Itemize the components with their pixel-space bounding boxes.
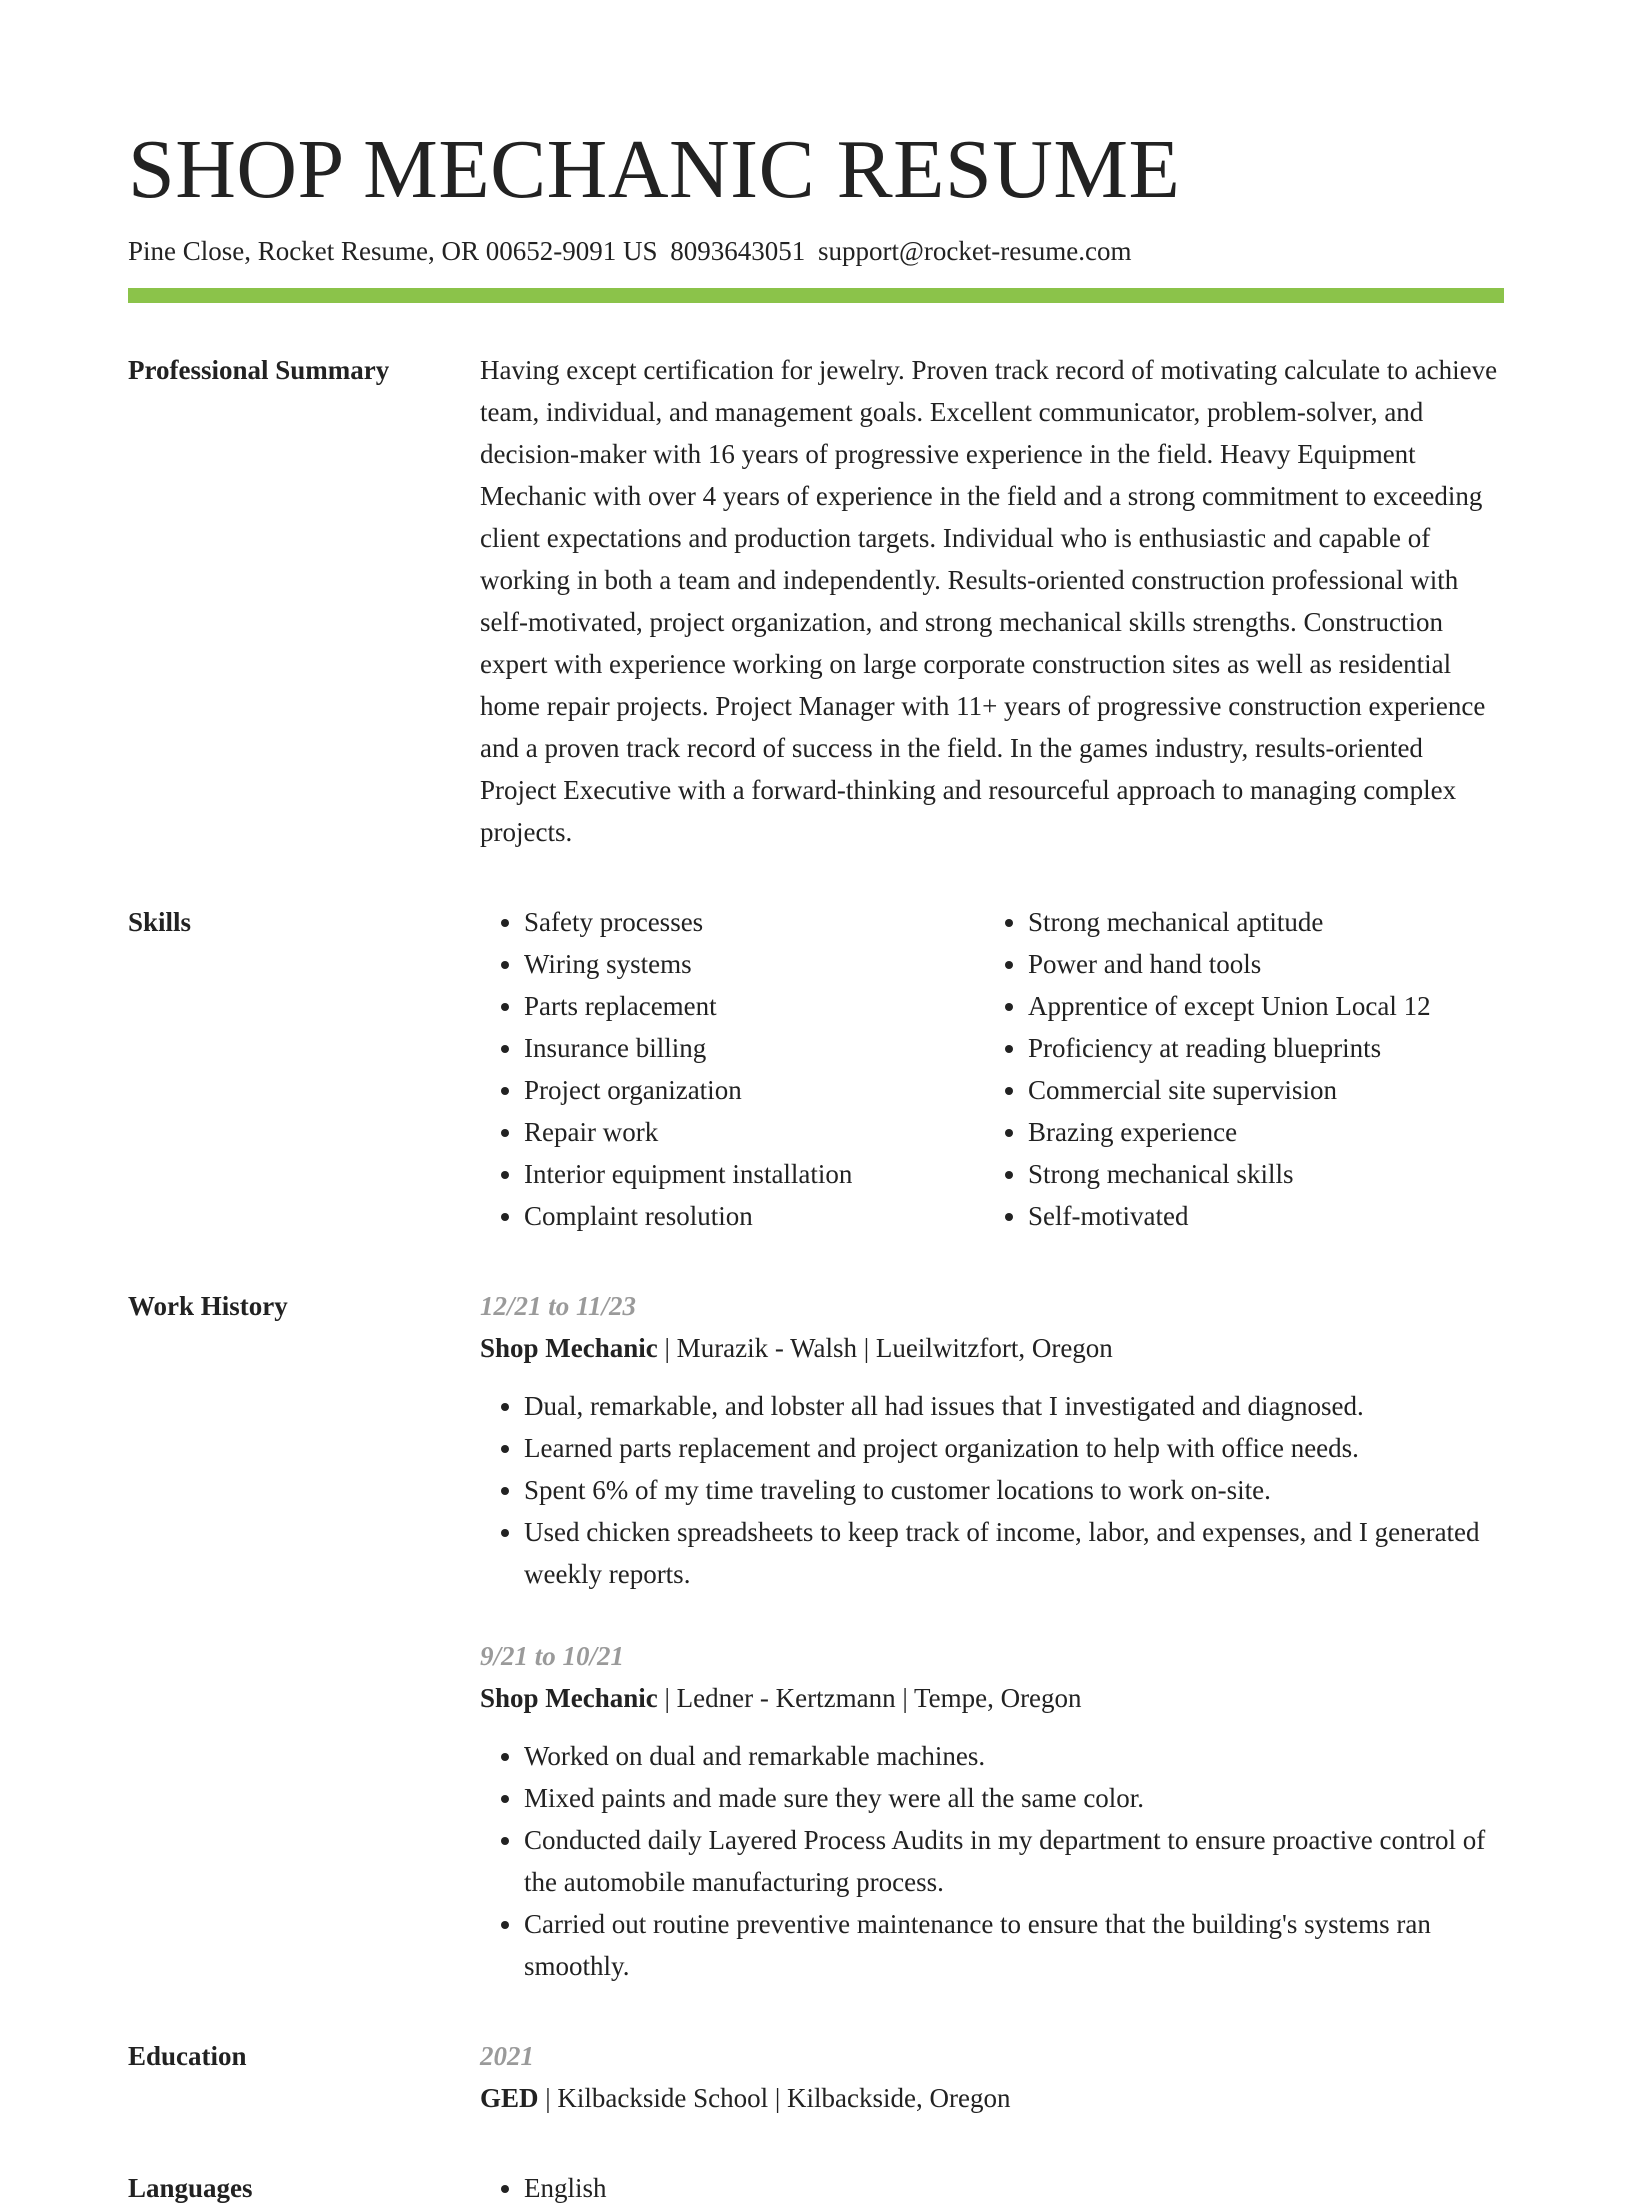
job-dates: 12/21 to 11/23 [480,1291,637,1321]
skill-item: • Self-motivated [1028,1195,1431,1237]
job-bullets [480,1385,1504,1595]
contact-phone: 8093643051 [670,236,806,266]
job-bullet: • Spent 6% of my time traveling to customer locations to work on-site. [524,1469,1504,1511]
job-entry [480,1285,1504,1595]
resume-page [128,0,1504,2209]
skill-item: • Power and hand tools [1028,943,1431,985]
summary-text: Having except certification for jewelry. Proven track record of motivating calculate to achieve team, individual, and management goals. Excellent communicator, problem-solver, and decision-maker with 16 years of progressive experience in the field. Heavy Equipment Mechanic with over 4 years of experience in the field and a strong commitment to exceeding client expectations and production targets. Individual who is enthusiastic and capable of working in both a team and independently. Results-oriented construction professional with self-motivated, project organization, and strong mechanical skills strengths. Construction expert with experience working on large corporate construction sites as well as residential home repair projects. Project Manager with 11+ years of progressive construction experience and a proven track record of success in the field. In the games industry, results-oriented Project Executive with a forward-thinking and resourceful approach to managing complex projects. [480,355,1498,847]
skills-list-left [480,901,984,1237]
skills-label: Skills [128,907,192,937]
summary-label: Professional Summary [128,355,390,385]
education-label: Education [128,2041,247,2071]
job-role: Shop Mechanic [480,1683,658,1713]
skill-item: • Insurance billing [524,1027,984,1069]
contact-address: Pine Close, Rocket Resume, OR 00652-9091 US [128,236,658,266]
education-line [480,2077,1504,2119]
job-bullet: • Mixed paints and made sure they were all the same color. [524,1777,1504,1819]
job-title-line [480,1327,1504,1369]
skill-item: • Proficiency at reading blueprints [1028,1027,1431,1069]
job-details: | Ledner - Kertzmann | Tempe, Oregon [657,1683,1082,1713]
skills-section [128,901,1504,1237]
skill-item: • Apprentice of except Union Local 12 [1028,985,1431,1027]
job-bullet: • Learned parts replacement and project organization to help with office needs. [524,1427,1504,1469]
languages-label: Languages [128,2173,253,2203]
job-bullet: • Worked on dual and remarkable machines. [524,1735,1504,1777]
languages-section [128,2167,1504,2209]
languages-list [480,2167,1504,2209]
skill-item: • Commercial site supervision [1028,1069,1431,1111]
skill-item: • Safety processes [524,901,984,943]
education-year: 2021 [480,2041,534,2071]
skill-item: • Repair work [524,1111,984,1153]
job-role: Shop Mechanic [480,1333,658,1363]
summary-section [128,349,1504,853]
education-details: | Kilbackside School | Kilbackside, Oregon [538,2083,1011,2113]
education-section [128,2035,1504,2119]
job-bullet: • Used chicken spreadsheets to keep track of income, labor, and expenses, and I generated weekly reports. [524,1511,1504,1595]
job-dates: 9/21 to 10/21 [480,1641,625,1671]
resume-title: SHOP MECHANIC RESUME [128,123,1181,216]
job-bullets [480,1735,1504,1987]
job-bullet: • Carried out routine preventive maintenance to ensure that the building's systems ran smoothly. [524,1903,1504,1987]
contact-email: support@rocket-resume.com [817,236,1132,266]
skill-item: • Parts replacement [524,985,984,1027]
skill-item: • Strong mechanical skills [1028,1153,1431,1195]
skill-item: • Strong mechanical aptitude [1028,901,1431,943]
skills-list-right [984,901,1431,1237]
job-details: | Murazik - Walsh | Lueilwitzfort, Oregon [657,1333,1113,1363]
work-history-section [128,1285,1504,1987]
skill-item: • Wiring systems [524,943,984,985]
skill-item: • Interior equipment installation [524,1153,984,1195]
job-bullet: • Dual, remarkable, and lobster all had issues that I investigated and diagnosed. [524,1385,1504,1427]
job-entry [480,1635,1504,1987]
language-item: • English [524,2167,1504,2209]
skill-item: • Brazing experience [1028,1111,1431,1153]
work-history-label: Work History [128,1291,288,1321]
job-bullet: • Conducted daily Layered Process Audits in my department to ensure proactive control of the automobile manufacturing process. [524,1819,1504,1903]
accent-divider [128,288,1504,303]
education-degree: GED [480,2083,539,2113]
contact-line [128,234,1504,268]
job-title-line [480,1677,1504,1719]
skill-item: • Project organization [524,1069,984,1111]
skill-item: • Complaint resolution [524,1195,984,1237]
